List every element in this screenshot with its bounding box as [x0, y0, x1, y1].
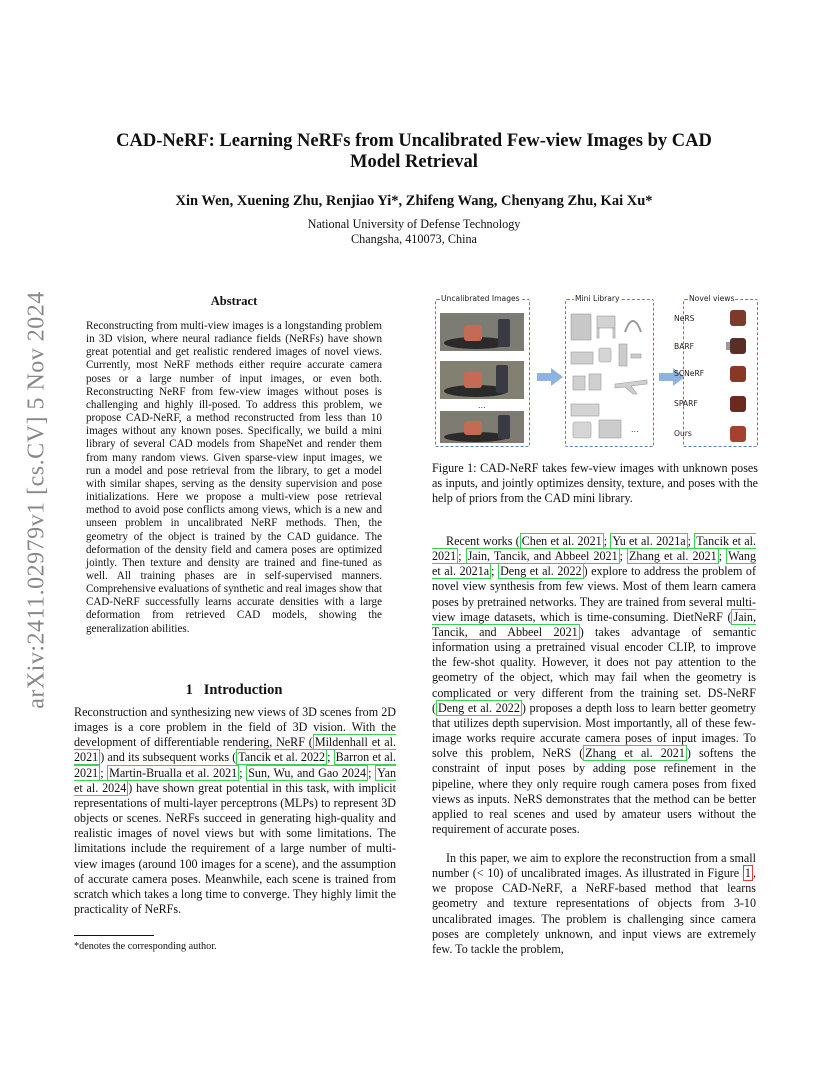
text-run: ; — [100, 765, 108, 780]
ellipsis-library: ... — [631, 425, 639, 434]
citation-link[interactable]: Jain, Tancik, and Abbeel 2021 — [467, 549, 618, 564]
render-sparf — [730, 396, 746, 412]
citation-link[interactable]: Chen et al. 2021 — [521, 534, 602, 548]
novel-view-renders — [724, 300, 754, 446]
arxiv-sidebar — [14, 280, 60, 720]
paper-authors: Xin Wen, Xuening Zhu, Renjiao Yi*, Zhifeng Wang, Chenyang Zhu, Kai Xu* — [175, 193, 653, 209]
text-run: ; — [458, 549, 466, 564]
text-run: ; — [491, 564, 499, 579]
abstract-body: Reconstructing from multi-view images is a longstanding problem in 3D vision, where neural radiance fields (NeRFs) have shown great potential and get realistic rendered images of novel views. Currently, most NeRF methods either require accurate camera poses or a large number of input images, or even both. Reconstructing NeRF from few-view images without poses is challenging and highly ill-posed. To address this problem, we propose CAD-NeRF, a method reconstructed from less than 10 images without any known poses. Specifically, we build a mini library of several CAD models from ShapeNet and render them from many random views. Given sparse-view input images, we run a model and pose retrieval from the library, to get a model with similar shapes, serving as the density supervision and pose initializations. Here we propose a multi-view pose retrieval method to avoid pose conflicts among views, which is a new and unseen problem in uncalibrated NeRF methods. Then, the geometry of the object is trained by the CAD guidance. The deformation of the density field and camera poses are optimized jointly. Then texture and density are trained and fine-tuned as well. All training phases are in self-supervised manners. Comprehensive evaluations of synthetic and real images show that CAD-NeRF successfully learns accurate densities with a large deformation from retrieved CAD models, showing the generalization abilities. — [86, 320, 382, 635]
figure-1 — [432, 290, 758, 458]
section-title: Introduction — [203, 682, 283, 698]
cad-chairs — [573, 374, 601, 390]
cad-airplane — [615, 380, 647, 394]
citation-link[interactable]: Martin-Brualla et al. 2021 — [109, 765, 238, 780]
section-number: 1 — [185, 682, 193, 698]
cad-bag — [573, 422, 591, 438]
text-run: ) takes advantage of semantic information using a pretrained visual encoder CLIP, to improve the few-shot quality. However, it does not pay attention to the geometry of the object, which may fail when the geometry is complicated or very different from the training set. DS-NeRF ( — [432, 624, 757, 715]
citation-link[interactable]: Deng et al. 2022 — [500, 564, 582, 579]
cad-headphones — [625, 321, 641, 332]
render-barf — [726, 338, 746, 354]
cad-library-models — [567, 304, 651, 444]
citation-link[interactable]: Deng et al. 2022 — [438, 700, 520, 715]
text-run: ; — [718, 549, 727, 564]
cad-lamp — [619, 344, 641, 366]
panel-label-uncalibrated: Uncalibrated Images — [441, 294, 520, 303]
input-photo-3 — [440, 411, 524, 443]
citation-link[interactable]: Barron et al. 2021 — [74, 750, 397, 780]
cad-piano — [597, 316, 615, 338]
text-run: ; — [368, 765, 376, 780]
footnote-rule — [74, 935, 154, 936]
footnote: *denotes the corresponding author. — [74, 941, 217, 952]
cad-bed — [571, 404, 599, 416]
panel-uncalibrated-images — [435, 294, 530, 447]
input-photos — [438, 305, 526, 445]
cad-sofa — [571, 352, 593, 364]
text-run: ) and its subsequent works ( — [100, 750, 237, 765]
arrow-to-library — [535, 367, 565, 387]
citation-link[interactable]: Zhang et al. 2021 — [585, 746, 685, 761]
citation-link[interactable]: Yu et al. 2021a — [612, 534, 686, 548]
section-heading-introduction — [74, 682, 394, 699]
panel-novel-views — [674, 294, 758, 447]
citation-link[interactable]: Tancik et al. 2022 — [238, 750, 326, 765]
render-scnerf — [730, 366, 746, 382]
text-run: ) have shown great potential in this task, with implicit representations of multi-layer perceptrons (MLPs) to represent 3D objects or scenes. NeRFs succeed in generating high-quality and realistic images of novel views but with some limitations. The limitations include the requirement of a large number of multi-view images (around 100 images for a scene), and the assumption of accurate camera poses. Meanwhile, each scene is trained from scratch which takes a long time to converge. They highly limit the practicality of NeRFs. — [74, 780, 396, 917]
affiliation-institution: National University of Defense Technology — [307, 217, 521, 231]
cad-cabinet — [571, 314, 591, 340]
citation-link[interactable]: Wang et al. 2021a — [432, 549, 756, 579]
text-run: Reconstruction and synthesizing new views of 3D scenes from 2D images is a core problem in the field of 3D vision. With the development of differentiable rendering, NeRF ( — [74, 705, 396, 750]
text-run: In this paper, we aim to explore the reconstruction from a small number (< 10) of uncalibrated images. As illustrated in Figure — [432, 851, 756, 881]
panel-mini-library — [565, 294, 654, 447]
method-label-ours: Ours — [674, 429, 692, 438]
intro-paragraph-3 — [432, 851, 756, 957]
intro-paragraph-1 — [74, 705, 396, 917]
citation-link[interactable]: Tancik et al. 2021 — [432, 534, 757, 564]
text-run: ; — [619, 549, 628, 564]
cad-mug — [599, 348, 611, 362]
arxiv-identifier: arXiv:2411.02979v1 [cs.CV] 5 Nov 2024 — [23, 291, 50, 709]
text-run: ) explore to address the problem of novel view synthesis from few views. Most of them learn camera poses by pretrained networks. They are trained from several multi-view image datasets, which is time-consuming. DietNeRF ( — [432, 564, 756, 624]
panel-label-library: Mini Library — [575, 294, 620, 303]
intro-paragraph-2 — [432, 534, 756, 837]
affiliation — [100, 217, 728, 247]
text-run: ) proposes a depth loss to learn better geometry that utilizes depth supervision. Most importantly, all of these few-image works require accurate camera poses of input images. To solve this problem, NeRS ( — [432, 700, 756, 761]
text-run: ; — [239, 765, 247, 780]
cad-box — [599, 420, 621, 438]
method-label-scnerf: SCNeRF — [674, 369, 705, 378]
figure-1-caption: Figure 1: CAD-NeRF takes few-view images with unknown poses as inputs, and jointly optimizes density, texture, and poses with the help of priors from the CAD mini library. — [432, 461, 758, 506]
render-ours — [730, 426, 746, 442]
citation-link[interactable]: Zhang et al. 2021 — [629, 549, 717, 564]
ellipsis-inputs: ... — [478, 401, 486, 410]
text-run: ; — [687, 534, 695, 548]
input-photo-1 — [440, 313, 524, 351]
text-run: Recent works ( — [446, 534, 520, 548]
input-photo-2 — [440, 361, 524, 399]
method-label-barf: BARF — [674, 342, 695, 351]
affiliation-location: Changsha, 410073, China — [351, 232, 477, 246]
method-label-sparf: SPARF — [674, 399, 698, 408]
method-label-ners: NeRS — [674, 314, 695, 323]
citation-link[interactable]: Sun, Wu, and Gao 2024 — [248, 765, 367, 780]
text-run: ; — [327, 750, 334, 765]
text-run: ) softens the constraint of input poses by adding pose refinement in the pipeline, where they only require rough camera poses from fixed views as inputs. NeRS demonstrates that the method can be better applied to real scenes and used by amateur users without the requirement of accurate poses. — [432, 746, 756, 836]
citation-link[interactable]: Jain, Tancik, and Abbeel 2021 — [432, 609, 756, 639]
citation-link[interactable]: Yan et al. 2024 — [74, 765, 396, 795]
panel-label-novel: Novel views — [689, 294, 735, 303]
paper-title: CAD-NeRF: Learning NeRFs from Uncalibrated Few-view Images by CAD Model Retrieval — [116, 131, 712, 172]
citation-link[interactable]: Mildenhall et al. 2021 — [74, 735, 396, 765]
render-ners — [730, 310, 746, 326]
abstract-heading: Abstract — [210, 294, 258, 308]
text-run: , we propose CAD-NeRF, a NeRF-based method that learns geometry and texture representations of objects from 3-10 uncalibrated images. The problem is challenging since camera poses are completely unknown, and input views are extremely few. To tackle the problem, — [432, 866, 756, 956]
figure-reference-link[interactable]: 1 — [744, 866, 751, 881]
text-run: ; — [603, 534, 611, 548]
